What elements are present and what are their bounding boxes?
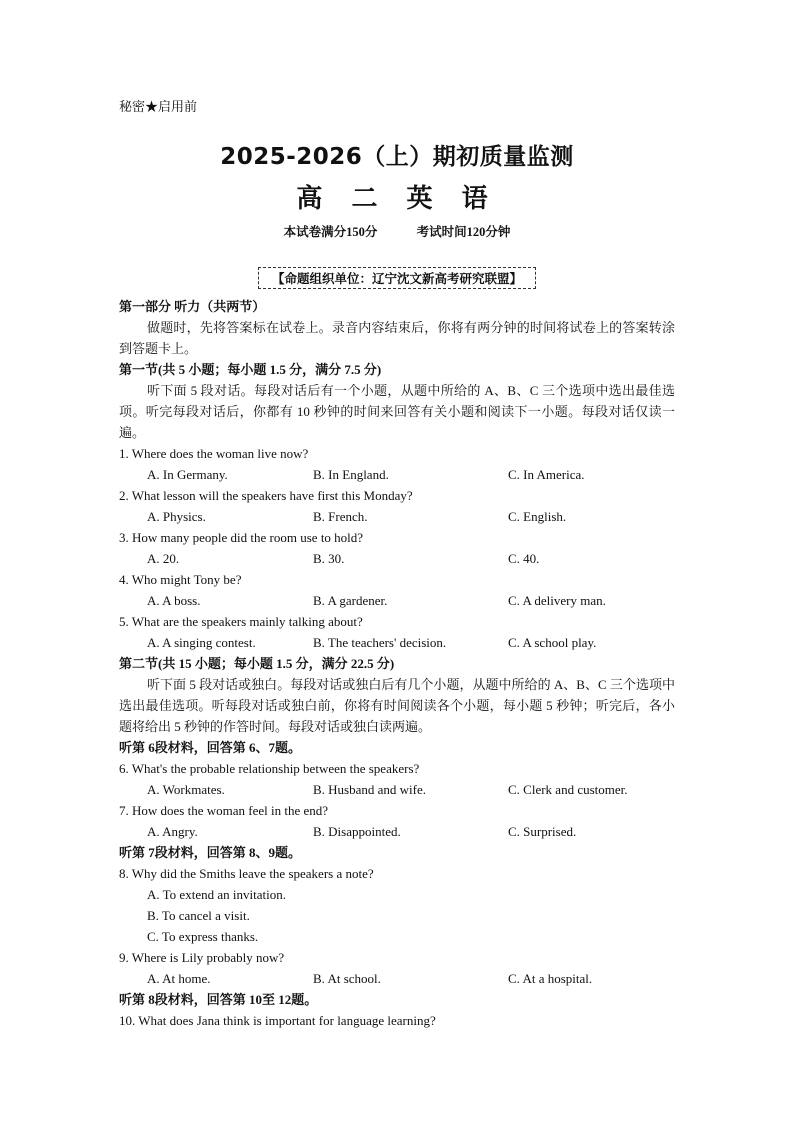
- option-c: C. 40.: [508, 551, 540, 566]
- question-1-options: [119, 464, 675, 485]
- option-a: A. Workmates.: [147, 782, 225, 797]
- option-c: C. Clerk and customer.: [508, 782, 628, 797]
- question-6-options: [119, 779, 675, 800]
- question-3-options: [119, 548, 675, 569]
- option-b: B. A gardener.: [313, 593, 388, 608]
- group-8-heading: 听第 8段材料，回答第 10至 12题。: [119, 992, 318, 1007]
- option-b: B. In England.: [313, 467, 389, 482]
- question-4: 4. Who might Tony be?: [119, 572, 242, 587]
- option-b: B. French.: [313, 509, 368, 524]
- option-b: B. The teachers' decision.: [313, 635, 447, 650]
- section2-instruction: 听下面 5 段对话或独白。每段对话或独白后有几个小题，从题中所给的 A、B、C 三个选项中选出最佳选项。听每段对话或独白前，你将有时间阅读各个小题，每小题 5 秒钟；听完后，各小题将给出 5 秒钟的作答时间。每段对话或独白读两遍。: [119, 677, 675, 734]
- option-c: C. At a hospital.: [508, 971, 593, 986]
- time-info: 考试时间120分钟: [416, 225, 511, 239]
- part1-instruction: 做题时，先将答案标在试卷上。录音内容结束后，你将有两分钟的时间将试卷上的答案转涂到答题卡上。: [119, 320, 675, 356]
- option-a: A. To extend an invitation.: [147, 887, 286, 902]
- option-b: B. At school.: [313, 971, 381, 986]
- option-b: B. 30.: [313, 551, 345, 566]
- group-6-heading: 听第 6段材料，回答第 6、7题。: [119, 740, 302, 755]
- option-c: C. Surprised.: [508, 824, 577, 839]
- organizer-box: 【命题组织单位：辽宁沈文新高考研究联盟】: [258, 267, 536, 289]
- section1-heading: 第一节(共 5 小题；每小题 1.5 分，满分 7.5 分): [119, 362, 382, 377]
- question-10: 10. What does Jana think is important for language learning?: [119, 1013, 436, 1028]
- question-5-options: [119, 632, 675, 653]
- confidential-label: 秘密★启用前: [119, 99, 198, 114]
- option-c: C. English.: [508, 509, 567, 524]
- question-2: 2. What lesson will the speakers have first this Monday?: [119, 488, 413, 503]
- question-7: 7. How does the woman feel in the end?: [119, 803, 329, 818]
- section1-instruction: 听下面 5 段对话。每段对话后有一个小题，从题中所给的 A、B、C 三个选项中选出最佳选项。听完每段对话后，你都有 10 秒钟的时间来回答有关小题和阅读下一小题。每段对话仅读一遍。: [119, 383, 675, 440]
- question-1: 1. Where does the woman live now?: [119, 446, 309, 461]
- exam-subject: 高 二 英 语: [296, 184, 498, 214]
- score-info: 本试卷满分150分: [283, 225, 378, 239]
- exam-title: 2025-2026（上）期初质量监测: [220, 144, 574, 170]
- question-9: 9. Where is Lily probably now?: [119, 950, 285, 965]
- exam-content: [119, 296, 675, 1031]
- question-5: 5. What are the speakers mainly talking about?: [119, 614, 363, 629]
- option-a: A. Physics.: [147, 509, 206, 524]
- group-7-heading: 听第 7段材料，回答第 8、9题。: [119, 845, 302, 860]
- option-c: C. A school play.: [508, 635, 597, 650]
- option-a: A. In Germany.: [147, 467, 228, 482]
- question-4-options: [119, 590, 675, 611]
- section2-heading: 第二节(共 15 小题；每小题 1.5 分，满分 22.5 分): [119, 656, 395, 671]
- question-3: 3. How many people did the room use to hold?: [119, 530, 364, 545]
- question-2-options: [119, 506, 675, 527]
- question-8: 8. Why did the Smiths leave the speakers a note?: [119, 866, 374, 881]
- option-b: B. To cancel a visit.: [147, 908, 250, 923]
- option-c: C. To express thanks.: [147, 929, 259, 944]
- option-b: B. Disappointed.: [313, 824, 401, 839]
- exam-info: [0, 222, 794, 240]
- option-a: A. 20.: [147, 551, 180, 566]
- question-6: 6. What's the probable relationship between the speakers?: [119, 761, 420, 776]
- part1-heading: 第一部分 听力（共两节）: [119, 299, 266, 314]
- option-a: A. A boss.: [147, 593, 201, 608]
- option-a: A. At home.: [147, 971, 211, 986]
- option-c: C. A delivery man.: [508, 593, 606, 608]
- option-b: B. Husband and wife.: [313, 782, 427, 797]
- option-a: A. Angry.: [147, 824, 198, 839]
- option-c: C. In America.: [508, 467, 585, 482]
- question-9-options: [119, 968, 675, 989]
- question-7-options: [119, 821, 675, 842]
- option-a: A. A singing contest.: [147, 635, 256, 650]
